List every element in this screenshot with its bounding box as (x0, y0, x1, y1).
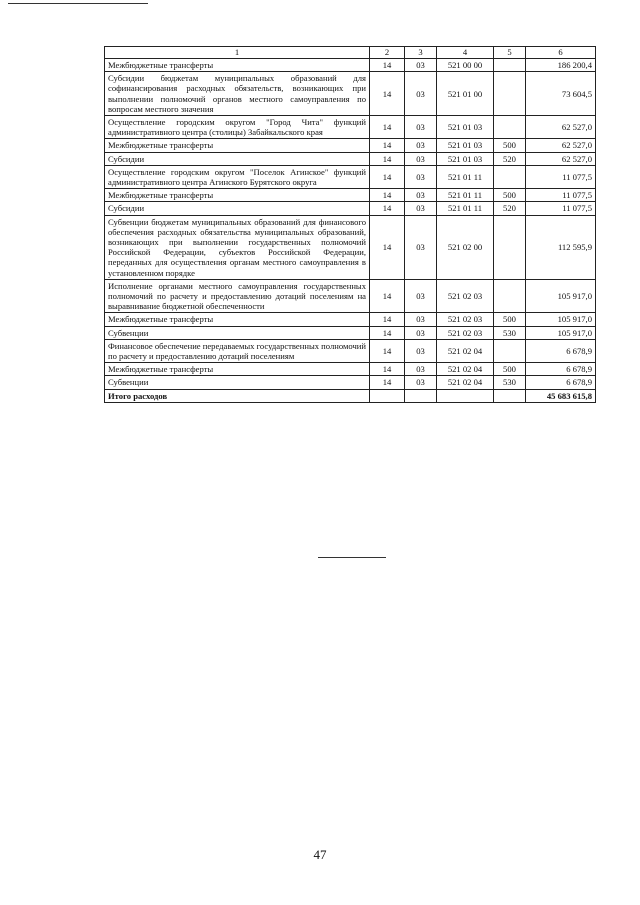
cell-target-article: 521 02 03 (437, 326, 494, 339)
cell-expense-type: 500 (494, 139, 526, 152)
cell-amount: 62 527,0 (526, 139, 596, 152)
cell-expense-type: 530 (494, 326, 526, 339)
total-label: Итого расходов (105, 389, 370, 402)
cell-subsection: 03 (405, 376, 437, 389)
cell-name: Осуществление городским округом "Город Чита" функций административного центра (столицы) Забайкальского края (105, 116, 370, 139)
cell-subsection: 03 (405, 202, 437, 215)
cell-expense-type (494, 279, 526, 313)
cell-expense-type (494, 215, 526, 279)
table-row (105, 189, 596, 202)
cell-expense-type: 520 (494, 152, 526, 165)
cell-amount: 6 678,9 (526, 339, 596, 362)
table-row (105, 376, 596, 389)
cell-target-article: 521 02 04 (437, 363, 494, 376)
cell-section: 14 (370, 139, 405, 152)
cell-amount: 11 077,5 (526, 165, 596, 188)
cell-name: Субвенции (105, 326, 370, 339)
cell-subsection: 03 (405, 165, 437, 188)
cell-subsection: 03 (405, 313, 437, 326)
cell-amount: 62 527,0 (526, 152, 596, 165)
cell-target-article: 521 02 04 (437, 376, 494, 389)
header-col-6: 6 (526, 47, 596, 59)
cell-expense-type: 500 (494, 313, 526, 326)
cell-amount: 11 077,5 (526, 189, 596, 202)
cell-section: 14 (370, 363, 405, 376)
cell-expense-type (494, 165, 526, 188)
cell-target-article: 521 01 00 (437, 72, 494, 116)
cell-expense-type (494, 59, 526, 72)
cell-section: 14 (370, 326, 405, 339)
total-empty-cell (494, 389, 526, 402)
cell-section: 14 (370, 376, 405, 389)
cell-target-article: 521 02 03 (437, 313, 494, 326)
table-row (105, 363, 596, 376)
cell-subsection: 03 (405, 139, 437, 152)
cell-target-article: 521 00 00 (437, 59, 494, 72)
cell-expense-type: 500 (494, 189, 526, 202)
cell-section: 14 (370, 116, 405, 139)
cell-subsection: 03 (405, 189, 437, 202)
table-row (105, 59, 596, 72)
cell-subsection: 03 (405, 363, 437, 376)
table-row (105, 215, 596, 279)
cell-name: Субвенции (105, 376, 370, 389)
cell-amount: 112 595,9 (526, 215, 596, 279)
cell-subsection: 03 (405, 215, 437, 279)
header-col-4: 4 (437, 47, 494, 59)
cell-subsection: 03 (405, 326, 437, 339)
cell-section: 14 (370, 59, 405, 72)
cell-subsection: 03 (405, 152, 437, 165)
cell-subsection: 03 (405, 339, 437, 362)
cell-name: Финансовое обеспечение передаваемых государственных полномочий по расчету и предоставлению дотаций поселениям (105, 339, 370, 362)
total-value: 45 683 615,8 (526, 389, 596, 402)
cell-name: Исполнение органами местного самоуправления государственных полномочий по расчету и предоставлению дотаций поселениям на выравнивание бюджетной обеспеченности (105, 279, 370, 313)
cell-target-article: 521 01 03 (437, 152, 494, 165)
table-row (105, 72, 596, 116)
cell-name: Субвенции бюджетам муниципальных образований для финансового обеспечения расходных обязательства муниципальных образований, возникающих при выполнении государственных полномочий Российской Федерации, субъектов Российской Федерации, переданных для осуществления органам местного самоуправления в установленном порядке (105, 215, 370, 279)
cell-section: 14 (370, 202, 405, 215)
total-empty-cell (437, 389, 494, 402)
cell-target-article: 521 02 04 (437, 339, 494, 362)
cell-amount: 105 917,0 (526, 313, 596, 326)
cell-target-article: 521 02 00 (437, 215, 494, 279)
budget-table (104, 46, 596, 403)
cell-name: Межбюджетные трансферты (105, 189, 370, 202)
cell-section: 14 (370, 313, 405, 326)
cell-section: 14 (370, 152, 405, 165)
cell-name: Осуществление городским округом "Поселок Агинское" функций административного центра Агинского Бурятского округа (105, 165, 370, 188)
header-col-5: 5 (494, 47, 526, 59)
header-row (105, 47, 596, 59)
cell-section: 14 (370, 339, 405, 362)
cell-target-article: 521 02 03 (437, 279, 494, 313)
cell-subsection: 03 (405, 116, 437, 139)
table-row (105, 279, 596, 313)
bottom-rule (318, 557, 386, 558)
cell-name: Межбюджетные трансферты (105, 313, 370, 326)
cell-amount: 11 077,5 (526, 202, 596, 215)
cell-expense-type: 500 (494, 363, 526, 376)
cell-section: 14 (370, 215, 405, 279)
table-body (105, 59, 596, 390)
cell-amount: 6 678,9 (526, 363, 596, 376)
cell-section: 14 (370, 189, 405, 202)
cell-amount: 73 604,5 (526, 72, 596, 116)
cell-expense-type: 530 (494, 376, 526, 389)
total-empty-cell (405, 389, 437, 402)
cell-name: Субсидии (105, 152, 370, 165)
table-row (105, 202, 596, 215)
cell-target-article: 521 01 03 (437, 116, 494, 139)
cell-subsection: 03 (405, 72, 437, 116)
cell-expense-type (494, 116, 526, 139)
cell-subsection: 03 (405, 59, 437, 72)
cell-section: 14 (370, 72, 405, 116)
table-row (105, 165, 596, 188)
top-rule (8, 3, 148, 4)
cell-amount: 186 200,4 (526, 59, 596, 72)
table-row (105, 339, 596, 362)
table-row (105, 313, 596, 326)
total-empty-cell (370, 389, 405, 402)
cell-expense-type (494, 339, 526, 362)
cell-name: Межбюджетные трансферты (105, 139, 370, 152)
cell-target-article: 521 01 11 (437, 165, 494, 188)
cell-amount: 105 917,0 (526, 279, 596, 313)
table-row (105, 152, 596, 165)
header-col-1: 1 (105, 47, 370, 59)
cell-target-article: 521 01 03 (437, 139, 494, 152)
cell-name: Субсидии бюджетам муниципальных образований для софинансирования расходных обязательств, возникающих при выполнении полномочий органов местного самоуправления по вопросам местного значения (105, 72, 370, 116)
table-row (105, 139, 596, 152)
table-row (105, 326, 596, 339)
cell-amount: 6 678,9 (526, 376, 596, 389)
cell-amount: 105 917,0 (526, 326, 596, 339)
cell-subsection: 03 (405, 279, 437, 313)
cell-name: Межбюджетные трансферты (105, 59, 370, 72)
page-number: 47 (313, 847, 327, 862)
cell-section: 14 (370, 279, 405, 313)
cell-target-article: 521 01 11 (437, 189, 494, 202)
table-row (105, 116, 596, 139)
cell-expense-type (494, 72, 526, 116)
cell-name: Субсидии (105, 202, 370, 215)
header-col-3: 3 (405, 47, 437, 59)
cell-amount: 62 527,0 (526, 116, 596, 139)
cell-section: 14 (370, 165, 405, 188)
total-row (105, 389, 596, 402)
cell-target-article: 521 01 11 (437, 202, 494, 215)
cell-name: Межбюджетные трансферты (105, 363, 370, 376)
cell-expense-type: 520 (494, 202, 526, 215)
header-col-2: 2 (370, 47, 405, 59)
